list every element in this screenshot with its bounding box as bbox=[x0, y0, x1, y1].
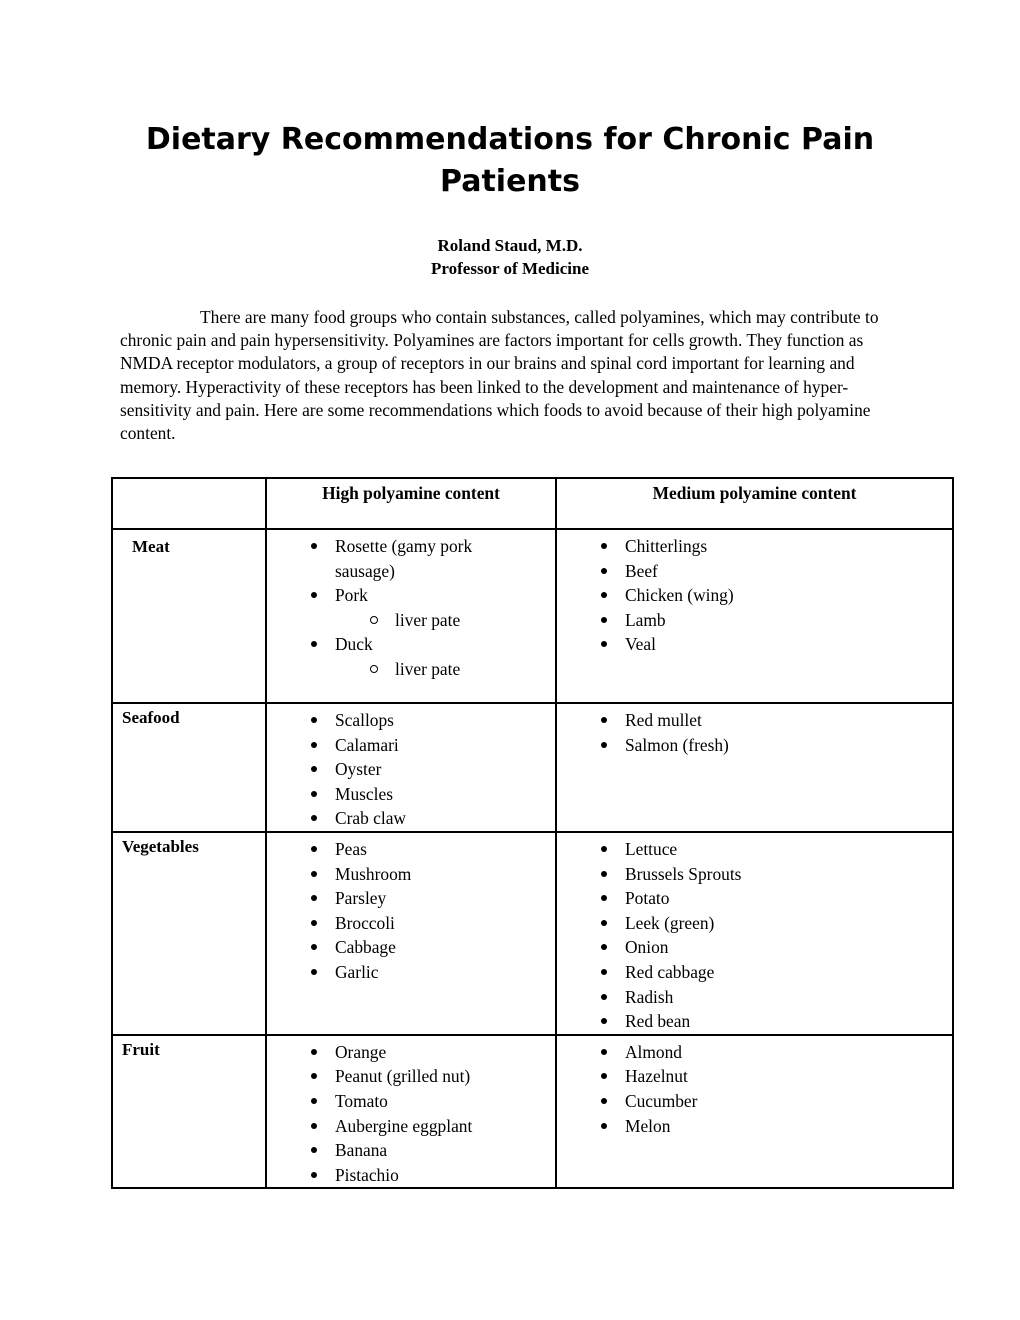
list-item: Brussels Sprouts bbox=[557, 862, 952, 887]
header-cell-empty bbox=[112, 478, 266, 529]
category-cell bbox=[112, 529, 266, 703]
list-item: Salmon (fresh) bbox=[557, 733, 952, 758]
list-item: Crab claw bbox=[267, 806, 555, 831]
list-item: Cucumber bbox=[557, 1089, 952, 1114]
header-high: High polyamine content bbox=[266, 478, 556, 529]
table-row bbox=[112, 529, 953, 703]
category-cell bbox=[112, 832, 266, 1035]
high-cell bbox=[266, 703, 556, 832]
list-item: Beef bbox=[557, 559, 952, 584]
category-cell bbox=[112, 1035, 266, 1189]
list-item: Lamb bbox=[557, 608, 952, 633]
list-item: Hazelnut bbox=[557, 1064, 952, 1089]
list-item: Scallops bbox=[267, 708, 555, 733]
list-item: Orange bbox=[267, 1040, 555, 1065]
list-item: Leek (green) bbox=[557, 911, 952, 936]
category-label: Vegetables bbox=[122, 836, 199, 856]
list-item: Potato bbox=[557, 886, 952, 911]
list-item: Red cabbage bbox=[557, 960, 952, 985]
medium-cell bbox=[556, 1035, 953, 1189]
list-item: Calamari bbox=[267, 733, 555, 758]
medium-cell bbox=[556, 529, 953, 703]
list-item: Chicken (wing) bbox=[557, 583, 952, 608]
sub-list-item: liver pate bbox=[335, 608, 555, 633]
list-item: Radish bbox=[557, 985, 952, 1010]
category-label: Seafood bbox=[122, 708, 180, 727]
polyamine-table bbox=[111, 477, 954, 1189]
list-item: Parsley bbox=[267, 886, 555, 911]
list-item: Red mullet bbox=[557, 708, 952, 733]
high-cell bbox=[266, 832, 556, 1035]
list-item: Red bean bbox=[557, 1009, 952, 1034]
list-item: Peanut (grilled nut) bbox=[267, 1064, 555, 1089]
medium-cell bbox=[556, 703, 953, 832]
list-item: Lettuce bbox=[557, 837, 952, 862]
list-item: Almond bbox=[557, 1040, 952, 1065]
list-item: Peas bbox=[267, 837, 555, 862]
high-cell bbox=[266, 529, 556, 703]
page-title: Dietary Recommendations for Chronic Pain Patients bbox=[145, 122, 875, 199]
list-item: Rosette (gamy pork sausage) bbox=[267, 534, 555, 583]
list-item: Muscles bbox=[267, 782, 555, 807]
medium-cell bbox=[556, 832, 953, 1035]
author-position: Professor of Medicine bbox=[431, 259, 589, 278]
author-name: Roland Staud, M.D. bbox=[437, 236, 583, 255]
list-item: Oyster bbox=[267, 757, 555, 782]
list-item: Tomato bbox=[267, 1089, 555, 1114]
header-medium: Medium polyamine content bbox=[556, 478, 953, 529]
list-item: Garlic bbox=[267, 960, 555, 985]
table-header-row bbox=[112, 478, 953, 529]
intro-paragraph: There are many food groups who contain substances, called polyamines, which may contribute to chronic pain and pain hypersensitivity. Polyamines are factors important for cells growth. They function as NMDA receptor modulators, a group of receptors in our brains and spinal cord important for learning and memory. Hyperactivity of these receptors has been linked to the development and maintenance of hyper-sensitivity and pain. Here are some recommendations which foods to avoid because of their high polyamine content. bbox=[120, 307, 879, 444]
category-label: Fruit bbox=[122, 1039, 160, 1059]
sub-list-item: liver pate bbox=[335, 657, 555, 682]
category-label: Meat bbox=[132, 537, 170, 556]
high-cell bbox=[266, 1035, 556, 1189]
list-item: Veal bbox=[557, 632, 952, 657]
list-item: Broccoli bbox=[267, 911, 555, 936]
list-item: Pistachio bbox=[267, 1163, 555, 1188]
table-row bbox=[112, 703, 953, 832]
list-item: Melon bbox=[557, 1114, 952, 1139]
list-item: Aubergine eggplant bbox=[267, 1114, 555, 1139]
list-item: Chitterlings bbox=[557, 534, 952, 559]
list-item: Cabbage bbox=[267, 935, 555, 960]
category-cell bbox=[112, 703, 266, 832]
table-row bbox=[112, 832, 953, 1035]
list-item: Pork liver pate bbox=[267, 583, 555, 632]
list-item: Mushroom bbox=[267, 862, 555, 887]
list-item: Banana bbox=[267, 1138, 555, 1163]
list-item: Onion bbox=[557, 935, 952, 960]
list-item: Duck liver pate bbox=[267, 632, 555, 681]
author-block bbox=[0, 234, 1020, 280]
table-row bbox=[112, 1035, 953, 1189]
